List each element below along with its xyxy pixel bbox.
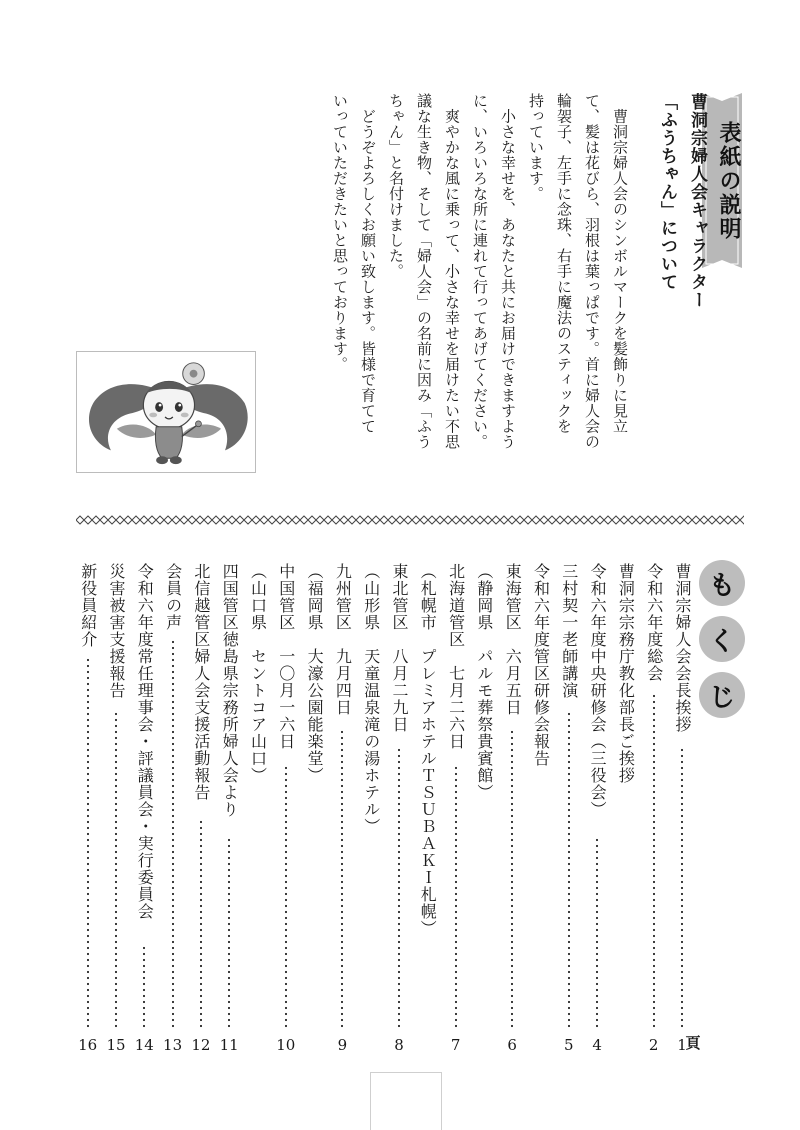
toc-entry-text: 令和六年度管区研修会報告 (531, 563, 551, 767)
toc-page-number: 4 (592, 1036, 602, 1054)
character-title-line: 「ふうちゃん」について (657, 93, 677, 291)
toc-entry-text: 三村契一老師講演 (559, 563, 579, 699)
toc-entry-text: 令和六年度総会 (644, 563, 664, 682)
toc-entry (386, 563, 412, 1063)
leader-dots (87, 657, 89, 1030)
toc-entry-text: 令和六年度常任理事会・評議員会・実行委員会 (135, 563, 155, 920)
toc-entry (669, 563, 695, 1063)
toc-page-number: 14 (134, 1036, 154, 1054)
body-line: 持っています。 (527, 93, 545, 202)
toc-entry-text: 中国管区 一〇月一六日 (276, 563, 296, 750)
mascot-image (76, 351, 256, 473)
toc-title-char: く (699, 616, 745, 662)
page-number-area (370, 1072, 442, 1130)
body-line: いっていただきたいと思っております。 (331, 93, 349, 372)
toc-entry-text: 新役員紹介 (78, 563, 98, 648)
toc-page-number: 8 (394, 1036, 404, 1054)
toc-page-number: 5 (564, 1036, 574, 1054)
toc-entry (131, 563, 157, 1063)
toc-entry (160, 563, 186, 1063)
toc-entry-text: 東北管区 八月二九日 (390, 563, 409, 733)
toc-entry (443, 563, 469, 1063)
toc-entry-text: 九州管区 九月四日 (333, 563, 353, 716)
body-line: ちゃん」と名付けました。 (387, 93, 405, 279)
toc-entry-text: （山形県 天童温泉滝の湯ホテル） (361, 563, 381, 835)
toc-entry-text: （札幌市 プレミアホテルＴＳＵＢＡＫＩ札幌） (418, 563, 438, 937)
body-line: 輪袈子、左手に念珠、右手に魔法のスティックを (555, 93, 573, 434)
leader-dots (455, 765, 457, 1030)
body-line: どうぞよろしくお願い致します。皆様で育てて (359, 93, 377, 434)
toc-entry-text: （山口県 セントコア山口） (248, 563, 268, 784)
toc-page-number: 13 (163, 1036, 183, 1054)
body-line: 曹洞宗婦人会のシンボルマークを髪飾りに見立 (611, 93, 629, 434)
toc-entry (103, 563, 129, 1063)
leader-dots (115, 711, 117, 1030)
toc-page-number: 16 (78, 1036, 98, 1054)
toc-entry-text: 災害被害支援報告 (107, 563, 126, 699)
toc-entry (329, 563, 355, 1063)
toc-entry-text: 北海道管区 七月二六日 (446, 563, 466, 750)
toc-page-number: 11 (219, 1036, 239, 1054)
toc-entry-text: 東海管区 六月五日 (503, 563, 523, 716)
toc-entry-text: 会員の声 (163, 563, 183, 631)
body-line: 小さな幸せを、あなたと共にお届けできますよう (499, 93, 517, 450)
toc-page-number: 7 (450, 1036, 461, 1054)
character-description (326, 93, 634, 493)
zigzag-divider-icon (76, 514, 744, 526)
character-title (652, 93, 712, 383)
toc-entry-text: （福岡県 大濠公園能楽堂） (305, 563, 325, 784)
toc-page-number: 1 (677, 1036, 687, 1054)
leader-dots (341, 729, 343, 1030)
leader-dots (172, 639, 174, 1030)
toc-entry (612, 563, 638, 1063)
leader-dots (228, 837, 230, 1030)
toc-page-number: 9 (337, 1036, 348, 1054)
leader-dots (568, 711, 570, 1030)
toc-entry (75, 563, 101, 1063)
toc-page-number: 6 (507, 1036, 517, 1054)
toc-entry (273, 563, 299, 1063)
toc-entry (414, 563, 440, 1063)
fuu-chan-mascot-icon (77, 352, 255, 472)
body-line: て、髪は花びら、羽根は葉っぱです。首に婦人会の (583, 93, 601, 450)
toc-page-number: 10 (276, 1036, 296, 1054)
toc-entry (216, 563, 242, 1063)
toc-entry (471, 563, 497, 1063)
character-title-line: 曹洞宗婦人会キャラクター (687, 93, 707, 309)
leader-dots (285, 765, 287, 1030)
toc-entry (556, 563, 582, 1063)
leader-dots (596, 837, 598, 1030)
toc-title-char: も (699, 560, 745, 606)
leader-dots (398, 747, 400, 1030)
leader-dots (511, 729, 513, 1030)
toc-title-char: じ (699, 672, 745, 718)
toc-entry (528, 563, 554, 1063)
cover-heading: 表紙の説明 (716, 121, 741, 241)
toc-entry-text: 曹洞宗婦人会会長挨拶 (673, 563, 692, 733)
leader-dots (200, 819, 202, 1030)
toc-entry (188, 563, 214, 1063)
toc-page-header: 頁 (685, 1034, 701, 1052)
body-line: 爽やかな風に乗って、小さな幸せを届けたい不思 (443, 93, 461, 450)
toc-entry (641, 563, 667, 1063)
leader-dots (143, 945, 145, 1030)
toc-entry (301, 563, 327, 1063)
toc-page-number: 2 (648, 1036, 659, 1054)
toc-page-number: 12 (191, 1036, 211, 1054)
toc-entry-text: 北信越管区婦人会支援活動報告 (191, 563, 211, 801)
toc-entry (584, 563, 610, 1063)
toc-entry-text: 四国管区徳島県宗務所婦人会より (220, 563, 240, 818)
body-line: に、いろいろな所に連れて行ってあげてください。 (471, 93, 489, 450)
leader-dots (653, 693, 655, 1030)
toc-entry (499, 563, 525, 1063)
leader-dots (681, 747, 683, 1030)
toc-title (699, 560, 745, 718)
toc-entry (245, 563, 271, 1063)
toc-entry-text: 曹洞宗宗務庁教化部長ご挨拶 (616, 563, 636, 784)
toc-page-number: 15 (106, 1036, 126, 1054)
body-line: 議な生き物、そして「婦人会」の名前に因み「ふう (415, 93, 433, 450)
toc-entry (358, 563, 384, 1063)
toc-entry-text: （静岡県 パルモ葬祭貴賓館） (474, 563, 494, 801)
toc-entry-text: 令和六年度中央研修会（三役会） (588, 563, 608, 818)
